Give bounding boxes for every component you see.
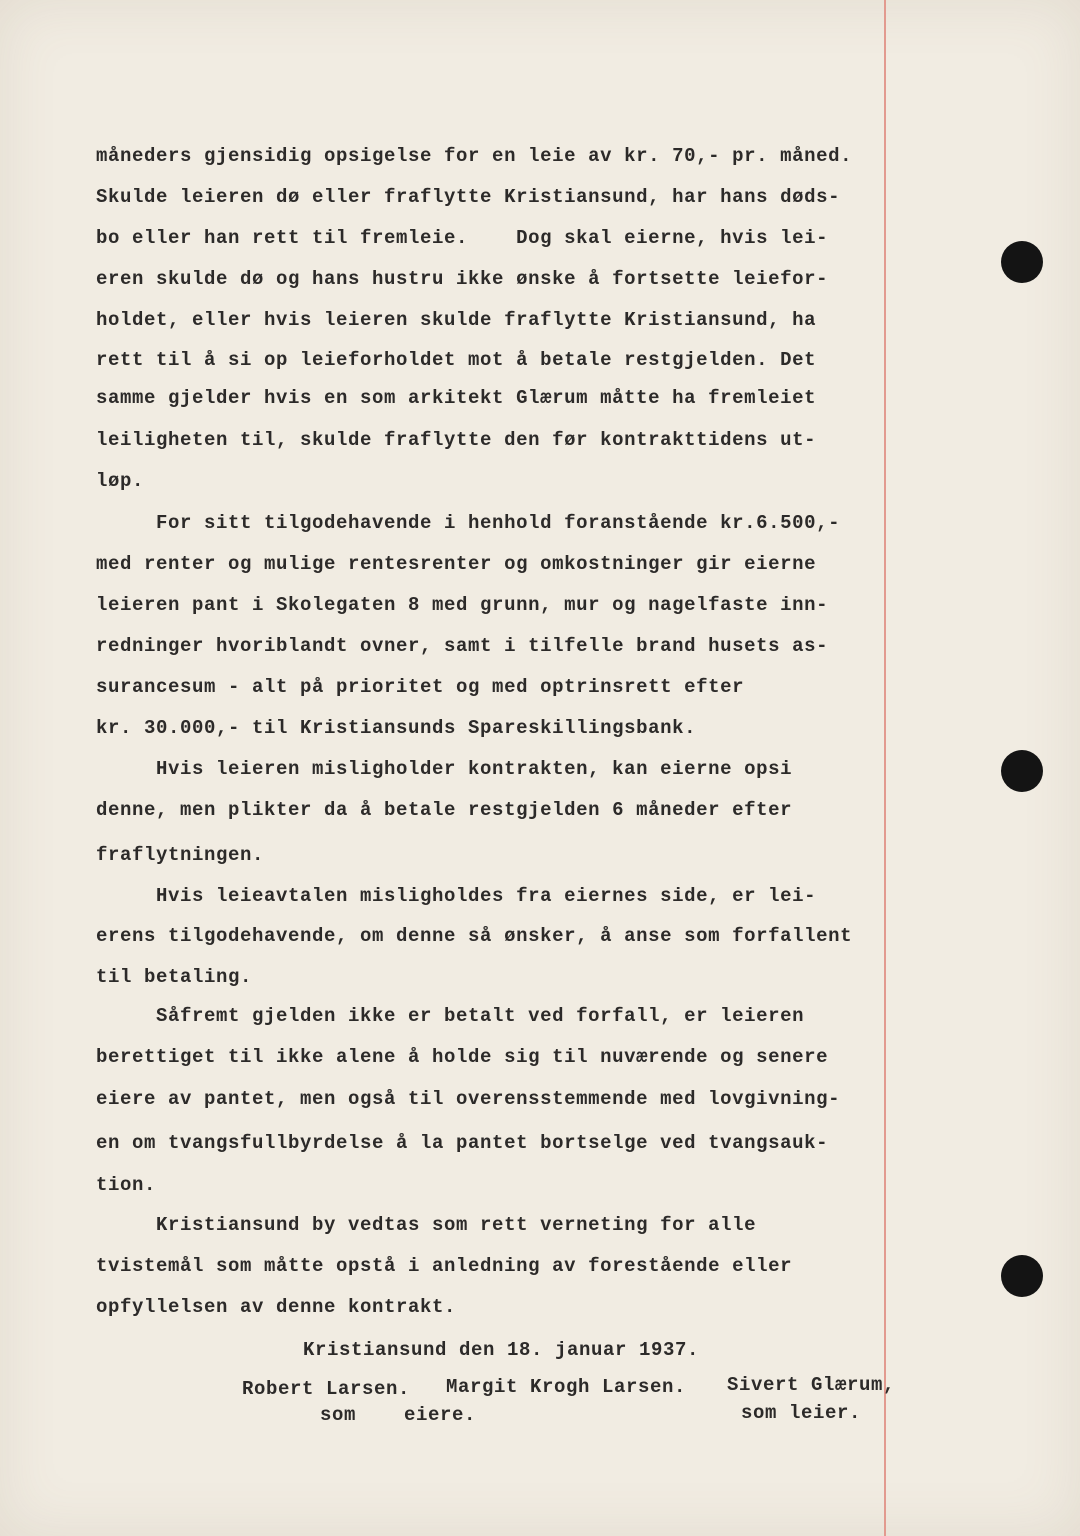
text-line: løp. [96,470,145,492]
text-line: denne, men plikter da å betale restgjelden 6 måneder efter [96,799,793,821]
text-line: Kristiansund by vedtas som rett verneting for alle [96,1214,757,1236]
punch-hole-icon [1001,750,1043,792]
text-line: tion. [96,1174,157,1196]
punch-hole-icon [1001,241,1043,283]
text-line: Hvis leieavtalen misligholdes fra eiernes side, er lei- [96,885,817,907]
text-line: eren skulde dø og hans hustru ikke ønske å fortsette leiefor- [96,268,829,290]
text-line: Såfremt gjelden ikke er betalt ved forfall, er leieren [96,1005,805,1027]
signature-sivert-glaerum: Sivert Glærum, [727,1374,896,1396]
text-line: erens tilgodehavende, om denne så ønsker, å anse som forfallent [96,925,853,947]
tenant-role: som leier. [741,1402,862,1424]
text-line: fraflytningen. [96,844,265,866]
text-line: tvistemål som måtte opstå i anledning av forestående eller [96,1255,793,1277]
text-line: Hvis leieren misligholder kontrakten, kan eierne opsi [96,758,793,780]
text-line: berettiget til ikke alene å holde sig til nuværende og senere [96,1046,829,1068]
text-line: måneders gjensidig opsigelse for en leie av kr. 70,- pr. måned. [96,145,853,167]
text-line: For sitt tilgodehavende i henhold foranstående kr.6.500,- [96,512,841,534]
text-line: leiligheten til, skulde fraflytte den før kontrakttidens ut- [96,429,817,451]
text-line: holdet, eller hvis leieren skulde fraflytte Kristiansund, ha [96,309,817,331]
text-line: leieren pant i Skolegaten 8 med grunn, mur og nagelfaste inn- [96,594,829,616]
text-line: redninger hvoriblandt ovner, samt i tilfelle brand husets as- [96,635,829,657]
text-line: til betaling. [96,966,253,988]
text-line: surancesum - alt på prioritet og med optrinsrett efter [96,676,745,698]
text-line: en om tvangsfullbyrdelse å la pantet bortselge ved tvangsauk- [96,1132,829,1154]
signature-robert-larsen: Robert Larsen. [242,1378,411,1400]
margin-rule [884,0,886,1536]
place-date: Kristiansund den 18. januar 1937. [303,1339,700,1361]
text-line: eiere av pantet, men også til overensstemmende med lovgivning- [96,1088,841,1110]
punch-hole-icon [1001,1255,1043,1297]
text-line: med renter og mulige rentesrenter og omkostninger gir eierne [96,553,817,575]
text-line: opfyllelsen av denne kontrakt. [96,1296,457,1318]
signature-margit-krogh-larsen: Margit Krogh Larsen. [446,1376,687,1398]
text-line: Skulde leieren dø eller fraflytte Kristiansund, har hans døds- [96,186,841,208]
text-line: samme gjelder hvis en som arkitekt Glærum måtte ha fremleiet [96,387,817,409]
owners-role: som eiere. [320,1404,477,1426]
text-line: rett til å si op leieforholdet mot å betale restgjelden. Det [96,349,817,371]
text-line: bo eller han rett til fremleie. Dog skal eierne, hvis lei- [96,227,829,249]
text-line: kr. 30.000,- til Kristiansunds Spareskillingsbank. [96,717,697,739]
